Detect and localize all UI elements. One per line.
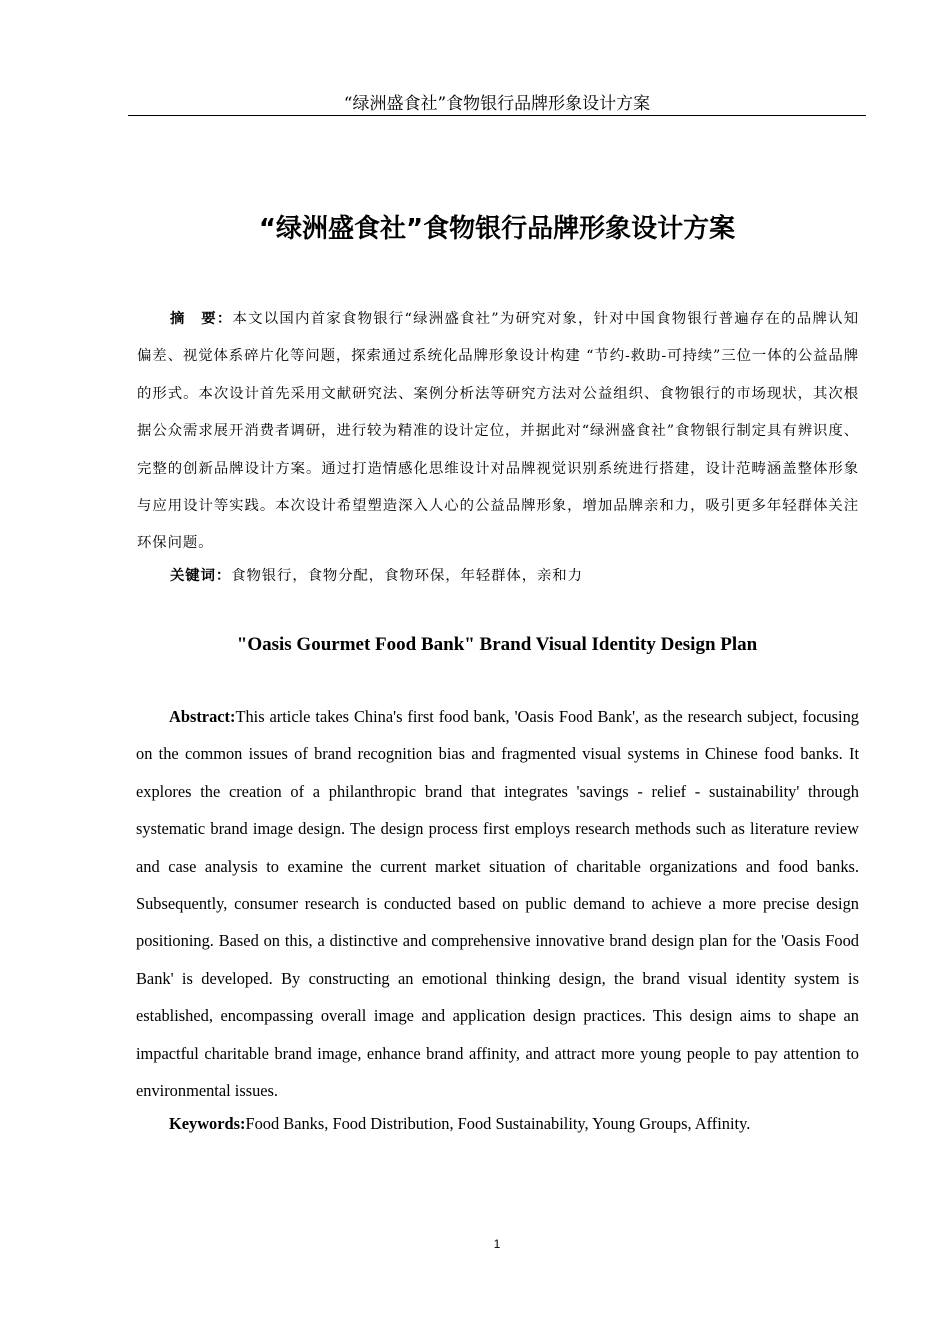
chinese-abstract-text: 本文以国内首家食物银行“绿洲盛食社”为研究对象，针对中国食物银行普遍存在的品牌认知偏差、视觉体系碎片化等问题，探索通过系统化品牌形象设计构建 “节约-救助-可持续”三位一体的公益品牌的形式。本次设计首先采用文献研究法、案例分析法等研究方法对公益组织、食物银行的市场现状，其次根据公众需求展开消费者调研，进行较为精准的设计定位，并据此对“绿洲盛食社”食物银行制定具有辨识度、完整的创新品牌设计方案。通过打造情感化思维设计对品牌视觉识别系统进行搭建，设计范畴涵盖整体形象与应用设计等实践。本次设计希望塑造深入人心的公益品牌形象，增加品牌亲和力，吸引更多年轻群体关注环保问题。: [137, 311, 859, 552]
chinese-title: “绿洲盛食社”食物银行品牌形象设计方案: [258, 214, 736, 244]
english-abstract-label: Abstract:: [169, 707, 236, 726]
english-title: "Oasis Gourmet Food Bank" Brand Visual Identity Design Plan: [236, 634, 758, 655]
english-abstract-text: This article takes China's first food bank, 'Oasis Food Bank', as the research subject, focusing on the common issues of brand recognition bias and fragmented visual systems in Chinese food banks. It explores the creation of a philanthropic brand that integrates 'savings - relief - sustainability' through systematic brand image design. The design process first employs research methods such as literature review and case analysis to examine the current market situation of charitable organizations and food banks. Subsequently, consumer research is conducted based on public demand to achieve a more precise design positioning. Based on this, a distinctive and comprehensive innovative brand design plan for the 'Oasis Food Bank' is developed. By constructing an emotional thinking design, the brand visual identity system is established, encompassing overall image and application design practices. This design aims to shape an impactful charitable brand image, enhance brand affinity, and attract more young people to pay attention to environmental issues.: [136, 707, 859, 1101]
english-keywords-label: Keywords:: [169, 1114, 246, 1133]
english-abstract: [136, 698, 859, 1109]
header-rule: [128, 115, 866, 116]
chinese-keywords: [137, 562, 859, 590]
english-keywords-text: Food Banks, Food Distribution, Food Sustainability, Young Groups, Affinity.: [245, 1114, 751, 1133]
chinese-abstract: [137, 300, 859, 563]
chinese-keywords-text: 食物银行，食物分配，食物环保，年轻群体，亲和力: [231, 568, 583, 584]
english-keywords: [136, 1111, 859, 1137]
page-number: 1: [493, 1237, 501, 1251]
chinese-abstract-label: 摘 要：: [170, 310, 233, 327]
chinese-keywords-label: 关键词：: [170, 567, 232, 584]
running-header: “绿洲盛食社”食物银行品牌形象设计方案: [343, 94, 651, 114]
